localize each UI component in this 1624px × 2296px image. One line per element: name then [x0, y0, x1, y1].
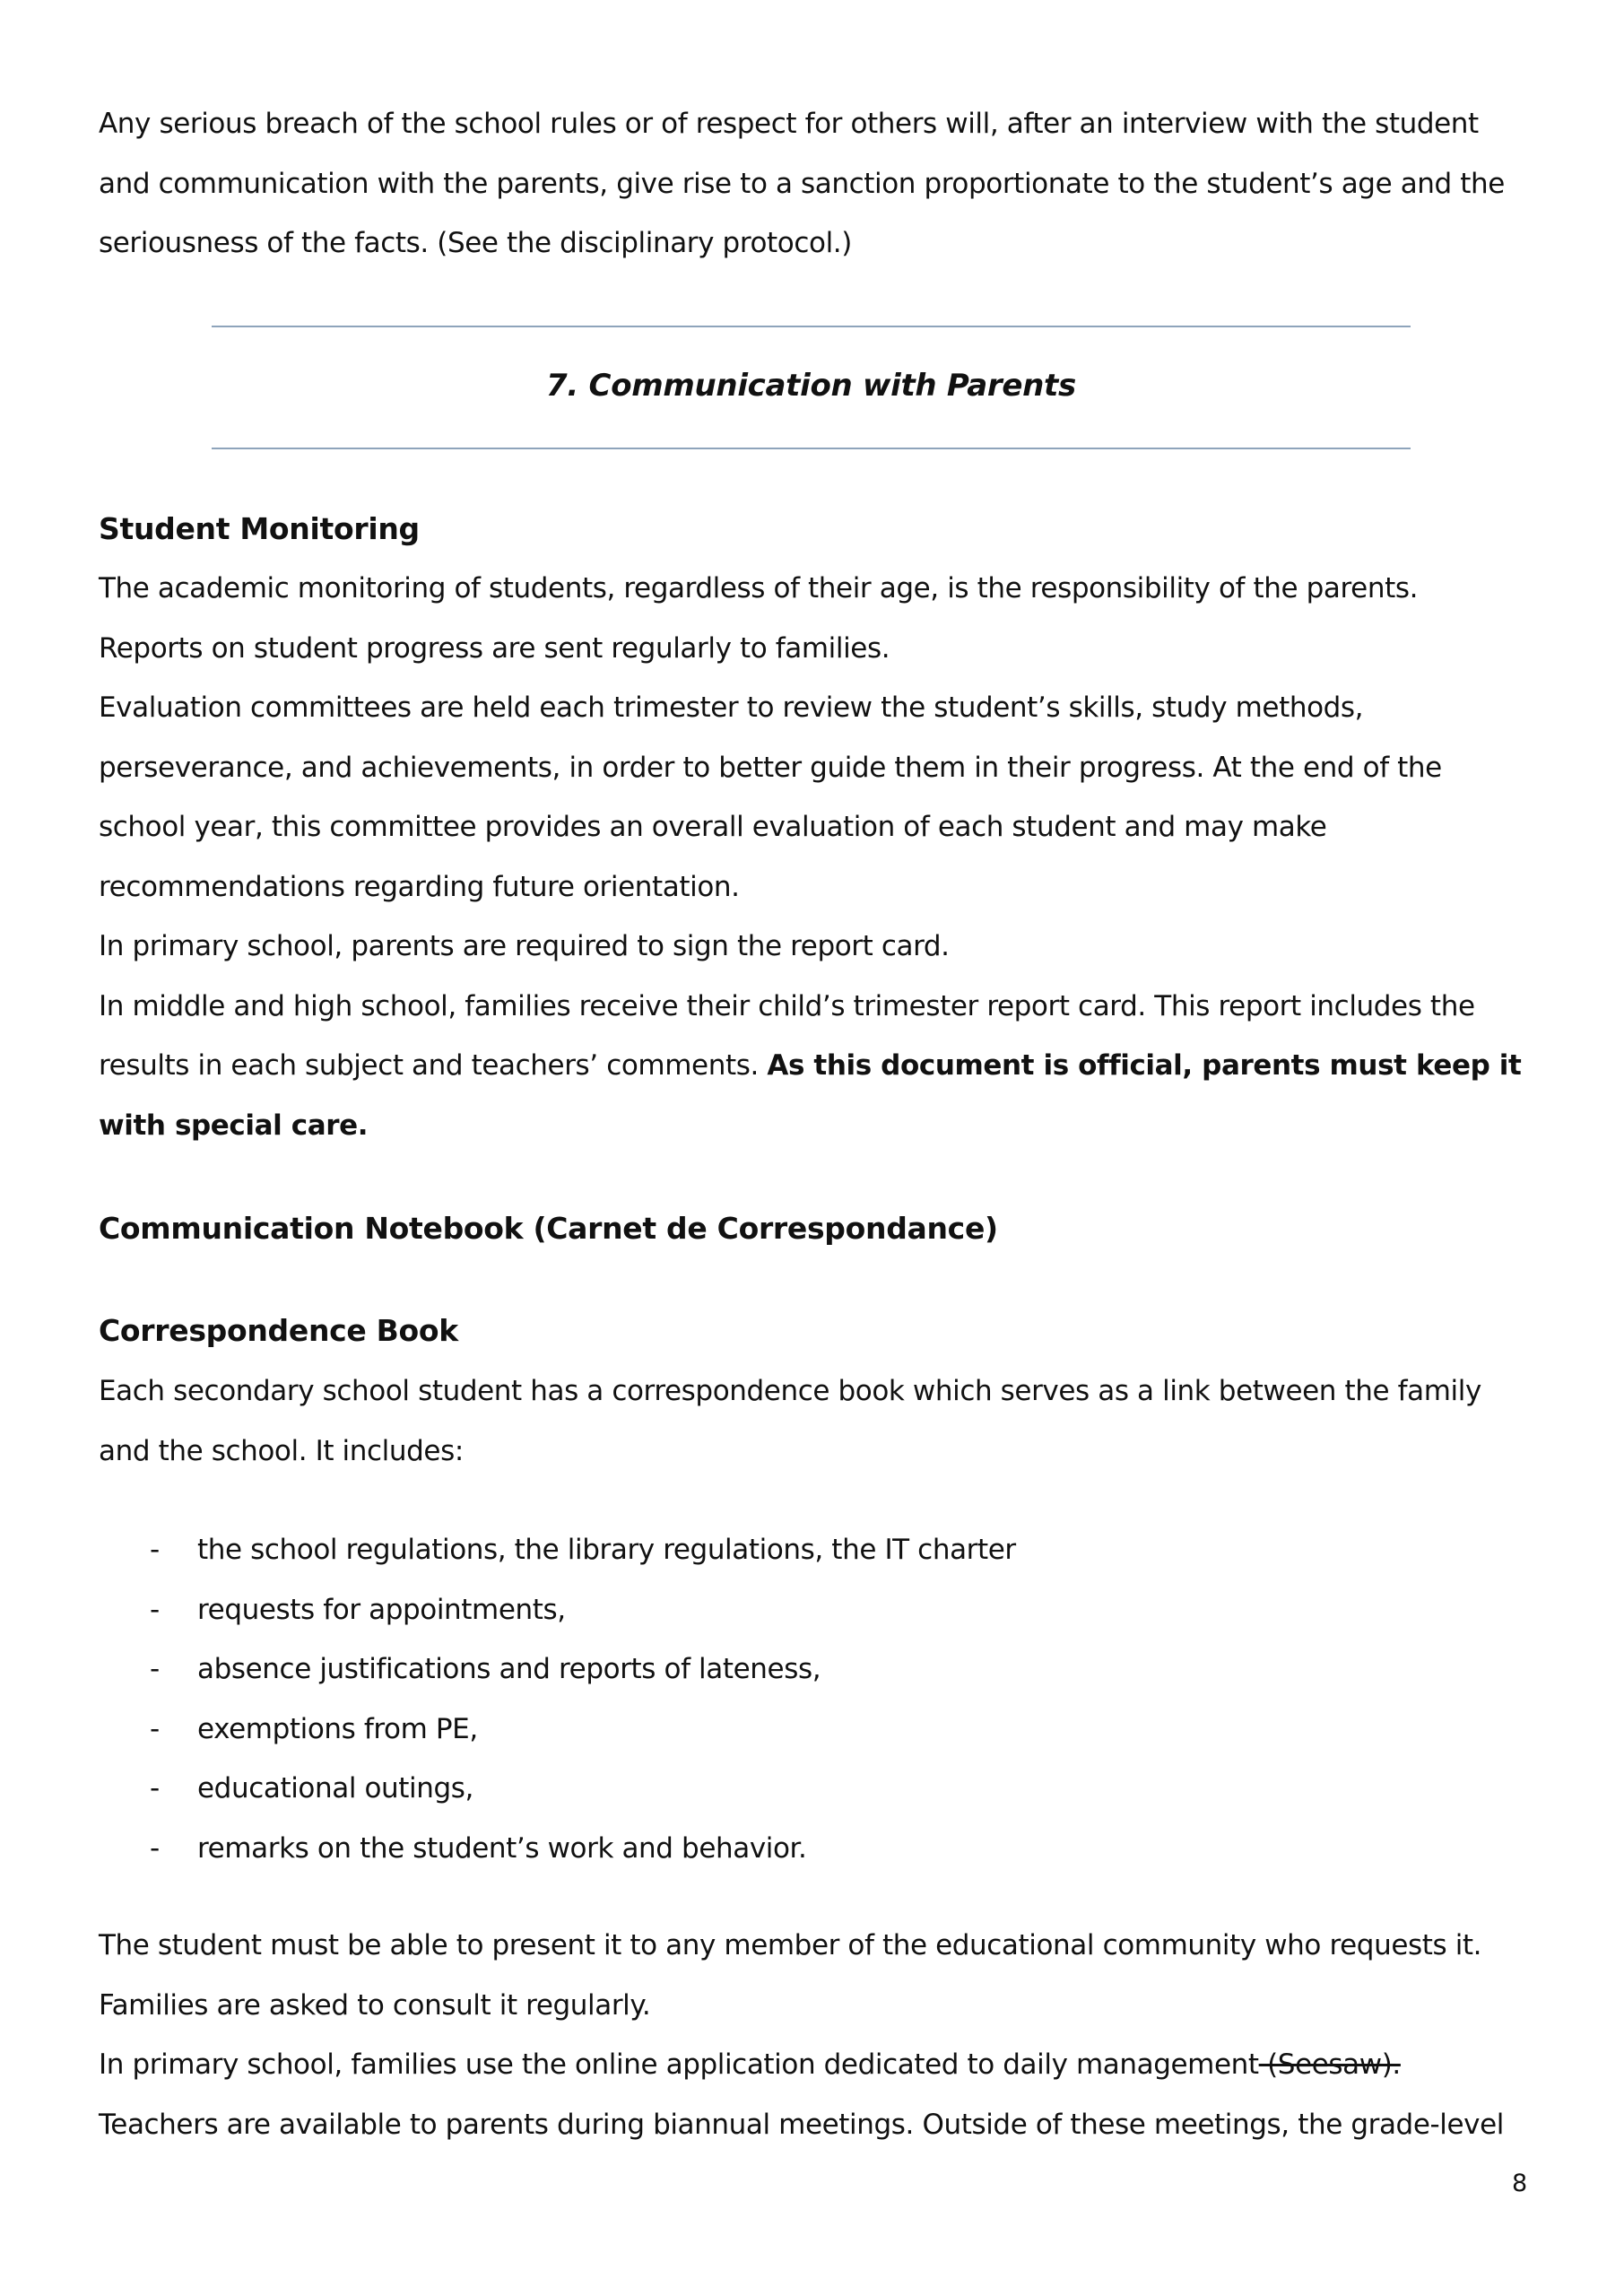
- text-normal: results in each subject and teachers’ comments.: [99, 1049, 768, 1082]
- list-dash-icon: -: [150, 1712, 160, 1745]
- list-dash-icon: -: [150, 1653, 160, 1685]
- text-normal: In primary school, families use the online application dedicated to daily management: [99, 2048, 1259, 2081]
- text-line: The student must be able to present it to any member of the educational community who requests it.: [99, 1929, 1482, 1961]
- text-line: Any serious breach of the school rules or of respect for others will, after an interview with the student: [99, 108, 1479, 140]
- text-line: and communication with the parents, give rise to a sanction proportionate to the student’s age and the: [99, 167, 1505, 200]
- intro-paragraph: [99, 94, 1551, 274]
- list-item: [99, 1819, 1444, 1879]
- text-line: Families are asked to consult it regularly.: [99, 1988, 651, 2022]
- list-item-text: exemptions from PE,: [197, 1712, 478, 1745]
- text-emphasis: As this document is official, parents must keep it: [767, 1049, 1522, 1082]
- page-number: 8: [1512, 2170, 1528, 2197]
- list-item: [99, 1520, 1444, 1580]
- heading-communication-notebook: Communication Notebook (Carnet de Correspondance): [99, 1211, 998, 1246]
- section-divider-bottom: [212, 448, 1411, 449]
- list-item-text: educational outings,: [197, 1772, 473, 1805]
- list-item: [99, 1700, 1444, 1760]
- text-emphasis-line: with special care.: [99, 1109, 369, 1142]
- list-item-text: the school regulations, the library regulations, the IT charter: [197, 1534, 1016, 1566]
- correspondence-book-list: [99, 1520, 1444, 1878]
- text-line-with-strikethrough: [99, 2035, 1551, 2095]
- text-line: The academic monitoring of students, regardless of their age, is the responsibility of the parents.: [99, 572, 1419, 604]
- text-line: perseverance, and achievements, in order to better guide them in their progress. At the end of the: [99, 751, 1442, 784]
- list-dash-icon: -: [150, 1772, 160, 1805]
- text-line: school year, this committee provides an overall evaluation of each student and may make: [99, 811, 1327, 843]
- list-item: [99, 1639, 1444, 1700]
- text-line-mixed: [99, 1036, 1551, 1096]
- list-dash-icon: -: [150, 1593, 160, 1626]
- text-line: recommendations regarding future orientation.: [99, 870, 740, 903]
- struck-text: (Seesaw).: [1258, 2048, 1401, 2081]
- text-line: Evaluation committees are held each trimester to review the student’s skills, study methods,: [99, 691, 1364, 724]
- section-divider-top: [212, 326, 1411, 327]
- list-item-text: requests for appointments,: [197, 1593, 566, 1626]
- text-line: Teachers are available to parents during biannual meetings. Outside of these meetings, the grade-level: [99, 2108, 1505, 2141]
- correspondence-book-closing: [99, 1916, 1551, 2154]
- list-item: [99, 1759, 1444, 1819]
- text-line: Each secondary school student has a correspondence book which serves as a link between the family: [99, 1375, 1481, 1407]
- heading-correspondence-book: Correspondence Book: [99, 1313, 458, 1348]
- heading-student-monitoring: Student Monitoring: [99, 511, 420, 546]
- section-title: 7. Communication with Parents: [546, 368, 1076, 404]
- correspondence-book-intro: [99, 1361, 1551, 1481]
- text-line: In primary school, parents are required to sign the report card.: [99, 930, 950, 962]
- text-line: and the school. It includes:: [99, 1434, 464, 1467]
- list-item: [99, 1580, 1444, 1640]
- student-monitoring-body: [99, 559, 1551, 1155]
- list-item-text: remarks on the student’s work and behavior.: [197, 1831, 807, 1865]
- text-line: In middle and high school, families receive their child’s trimester report card. This report includes the: [99, 989, 1475, 1022]
- text-line: seriousness of the facts. (See the disciplinary protocol.): [99, 227, 852, 259]
- text-line: Reports on student progress are sent regularly to families.: [99, 631, 890, 665]
- list-item-text: absence justifications and reports of lateness,: [197, 1653, 821, 1685]
- list-dash-icon: -: [150, 1831, 160, 1865]
- list-dash-icon: -: [150, 1534, 160, 1566]
